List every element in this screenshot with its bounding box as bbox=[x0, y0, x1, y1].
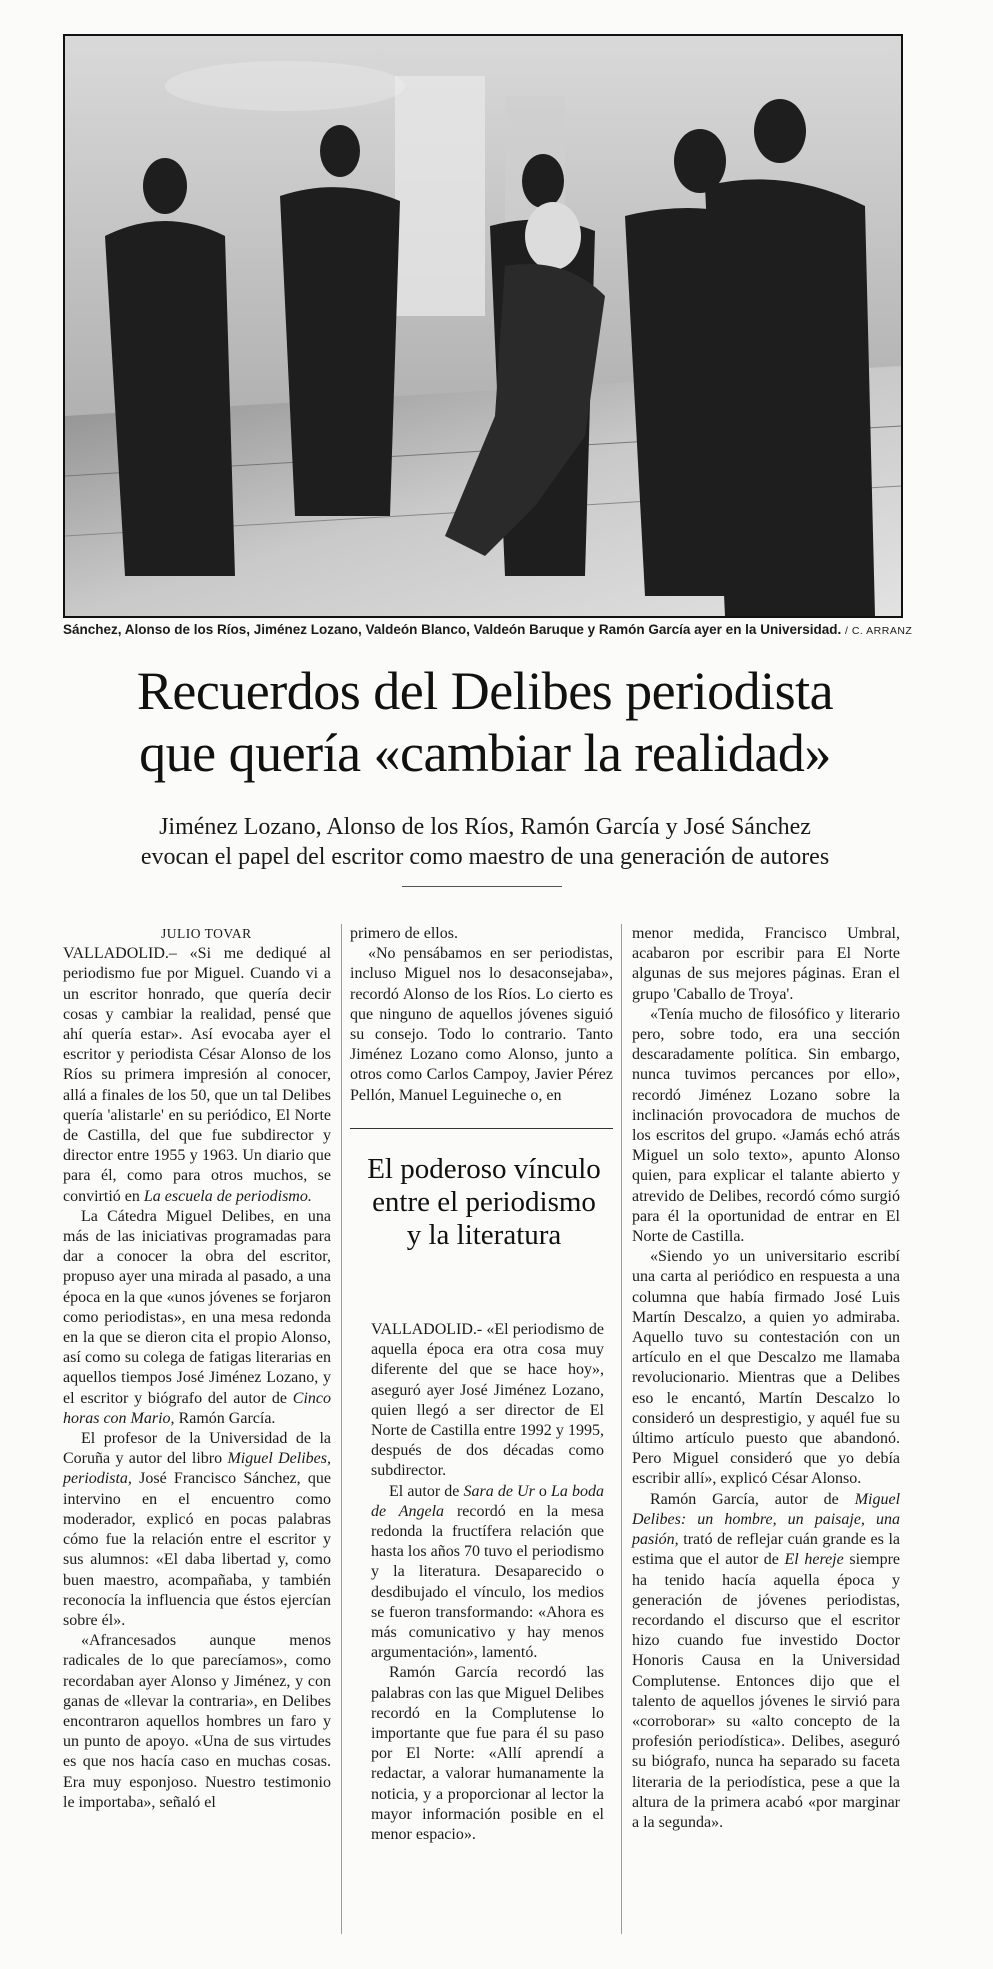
paragraph: «Siendo yo un universitario escribí una carta al periódico en respuesta a una columna que había firmado José Luis Martín Descalzo, a quien yo admiraba. Aquello tuvo su contestación con un artículo en el que Descalzo me llamaba revolucionario. Mientras que a Delibes eso le encantó, Martín Descalzo lo consideró un desprestigio, y aquél fue su último artículo puesto que abandonó. Pero Miguel consideró que yo debía escribir allí», explicó César Alonso. bbox=[632, 1248, 900, 1488]
paragraph-text: El autor de bbox=[389, 1482, 460, 1500]
paragraph bbox=[63, 944, 331, 1207]
paragraph: Ramón García recordó las palabras con las que Miguel Delibes recordó en la Complutense lo importante que fue para él su paso por El Norte: «Allí aprendí a redactar, a valorar humanamente la noticia, y a proporcionar al lector la mayor información posible en el menor espacio». bbox=[371, 1664, 604, 1844]
paragraph-text: José Francisco Sánchez, que intervino en el encuentro como moderador, explicó en pocas palabras cómo fue la relación entre el escritor y sus alumnos: «El daba libertad y, como buen maestro, acompañaba, y también reconocía la influencia que éstos ejercían sobre él». bbox=[63, 1470, 331, 1629]
paragraph-text: siempre ha tenido hacía aquella época y generación de jóvenes periodistas, recordando el discurso que el escritor hizo cuando fue investido Doctor Honoris Causa en la Universidad Complutense. Entonces dijo que el talento de aquellos jóvenes le sirvió para «corroborar» su «alto concepto de la profesión periodística». Delibes, aseguró su biógrafo, nunca ha separado su faceta literaria de la periodística, pese a que la altura de la primera acabó «por marginar a la segunda». bbox=[632, 1551, 901, 1831]
book-title: La boda de Angela bbox=[371, 1482, 605, 1520]
paragraph bbox=[63, 1207, 331, 1429]
paragraph bbox=[632, 1490, 900, 1833]
caption-text: Sánchez, Alonso de los Ríos, Jiménez Lozano, Valdeón Blanco, Valdeón Baruque y Ramón García ayer en la Universidad. bbox=[63, 622, 842, 637]
column-divider bbox=[621, 924, 622, 1934]
article-column-1 bbox=[63, 924, 331, 1813]
paragraph: «Tenía mucho de filosófico y literario pero, sobre todo, era una sección descaradamente política. Sin embargo, nunca tuvimos percances por ello», recordó Jiménez Lozano sobre la inclinación provocadora de muchos de los escritos del grupo. «Jamás echó atrás Miguel un solo texto», apunto Alonso quien, para explicar el talante abierto y atrevido de Delibes, recordó cómo surgió para él la oportunidad de entrar en El Norte de Castilla. bbox=[632, 1005, 900, 1246]
subhead-line-1: Jiménez Lozano, Alonso de los Ríos, Ramón García y José Sánchez bbox=[159, 814, 811, 840]
book-title: Cinco horas con Mario, bbox=[63, 1389, 332, 1427]
news-photo bbox=[63, 34, 903, 618]
article-column-3 bbox=[632, 924, 900, 1833]
headline-line-2: que quería «cambiar la realidad» bbox=[139, 723, 831, 783]
column-divider bbox=[341, 924, 342, 1934]
subheadline bbox=[40, 812, 930, 872]
byline: JULIO TOVAR bbox=[161, 926, 252, 941]
sidebar-body bbox=[371, 1320, 604, 1845]
paragraph bbox=[371, 1482, 604, 1664]
headline bbox=[40, 660, 930, 784]
photo-credit: / C. ARRANZ bbox=[845, 625, 913, 637]
photo-caption bbox=[63, 620, 913, 640]
paragraph-text: o bbox=[538, 1482, 547, 1500]
book-title: La escuela de periodismo. bbox=[143, 1187, 312, 1205]
paragraph: menor medida, Francisco Umbral, acabaron por escribir para El Norte algunas de sus mejores páginas. Eran el grupo 'Caballo de Troya'. bbox=[632, 925, 900, 1003]
paragraph bbox=[63, 1429, 331, 1631]
box-top-rule bbox=[350, 1128, 613, 1129]
paragraph: «No pensábamos en ser periodistas, incluso Miguel nos lo desaconsejaba», recordó Alonso de los Ríos. Lo cierto es que ninguno de aquellos jóvenes siguió su consejo. Todo lo contrario. Tanto Jiménez Lozano como Alonso, junto a otros como Carlos Campoy, Javier Pérez Pellón, Manuel Leguineche o, en bbox=[350, 945, 613, 1104]
paragraph-text: trató de reflejar cuán grande es la estima que el autor de bbox=[632, 1531, 900, 1569]
paragraph-text: El profesor de la Universidad de la Coruña y autor del libro bbox=[63, 1430, 331, 1468]
paragraph-text: VALLADOLID.– «Si me dediqué al periodismo fue por Miguel. Cuando vi a un escritor honrado, que quería decir cosas y cambiar la realidad, pensé que ahí quería estar». Así evocaba ayer el escritor y periodista César Alonso de los Ríos su primera impresión al conocer, allá a finales de los 50, que un tal Delibes quería 'alistarle' en su periódico, El Norte de Castilla, del que fue subdirector y director entre 1955 y 1963. Un diario que para él, como para otros muchos, se convirtió en bbox=[63, 945, 331, 1205]
article-column-2 bbox=[350, 924, 613, 1106]
photo-illustration bbox=[65, 36, 901, 616]
paragraph: «Afrancesados aunque menos radicales de lo que parecíamos», como recordaban ayer Alonso y Jiménez, y con ganas de «llevar la contraria», en Delibes encontraron aquellos hombres un faro y un punto de apoyo. «Una de sus virtudes es que nos hacía caso en muchas cosas. Era muy esponjoso. Nuestro testimonio le importaba», señaló el bbox=[63, 1632, 331, 1811]
book-title: Sara de Ur bbox=[463, 1482, 535, 1500]
book-title: Miguel Delibes: un hombre, un paisaje, una pasión, bbox=[632, 1490, 901, 1549]
headline-line-1: Recuerdos del Delibes periodista bbox=[136, 661, 834, 721]
sidebar-title: El poderoso vínculo entre el periodismo y la literatura bbox=[367, 1153, 601, 1251]
paragraph: primero de ellos. bbox=[350, 925, 458, 942]
subhead-line-2: evocan el papel del escritor como maestro de una generación de autores bbox=[140, 844, 830, 870]
subhead-rule bbox=[402, 886, 562, 887]
paragraph: VALLADOLID.- «El periodismo de aquella época era otra cosa muy diferente del que se hace hoy», aseguró ayer José Jiménez Lozano, quien llegó a ser director de El Norte de Castilla entre 1992 y 1995, después de dos décadas como subdirector. bbox=[371, 1321, 604, 1480]
paragraph-text: recordó en la mesa redonda la fructífera relación que hasta los años 70 tuvo el periodismo y la literatura. Desaparecido o desdibujado el vínculo, los medios se fueron transformando: «Ahora es más comunicativo y hay menos argumentación», lamentó. bbox=[371, 1502, 605, 1662]
paragraph-text: Ramón García. bbox=[178, 1409, 276, 1427]
paragraph-text: Ramón García, autor de bbox=[650, 1490, 839, 1508]
book-title: Miguel Delibes, periodista, bbox=[63, 1450, 331, 1488]
paragraph-text: La Cátedra Miguel Delibes, en una más de las iniciativas programadas para dar a conocer la obra del escritor, propuso ayer una mirada al pasado, a una época en la que «unos jóvenes se forjaron como periodistas», en una mesa redonda en la que se dieron cita el propio Alonso, así como su colega de fatigas literarias en aquellos tiempos José Jiménez Lozano, y el escritor y biógrafo del autor de bbox=[63, 1207, 331, 1407]
book-title: El hereje bbox=[784, 1551, 844, 1569]
